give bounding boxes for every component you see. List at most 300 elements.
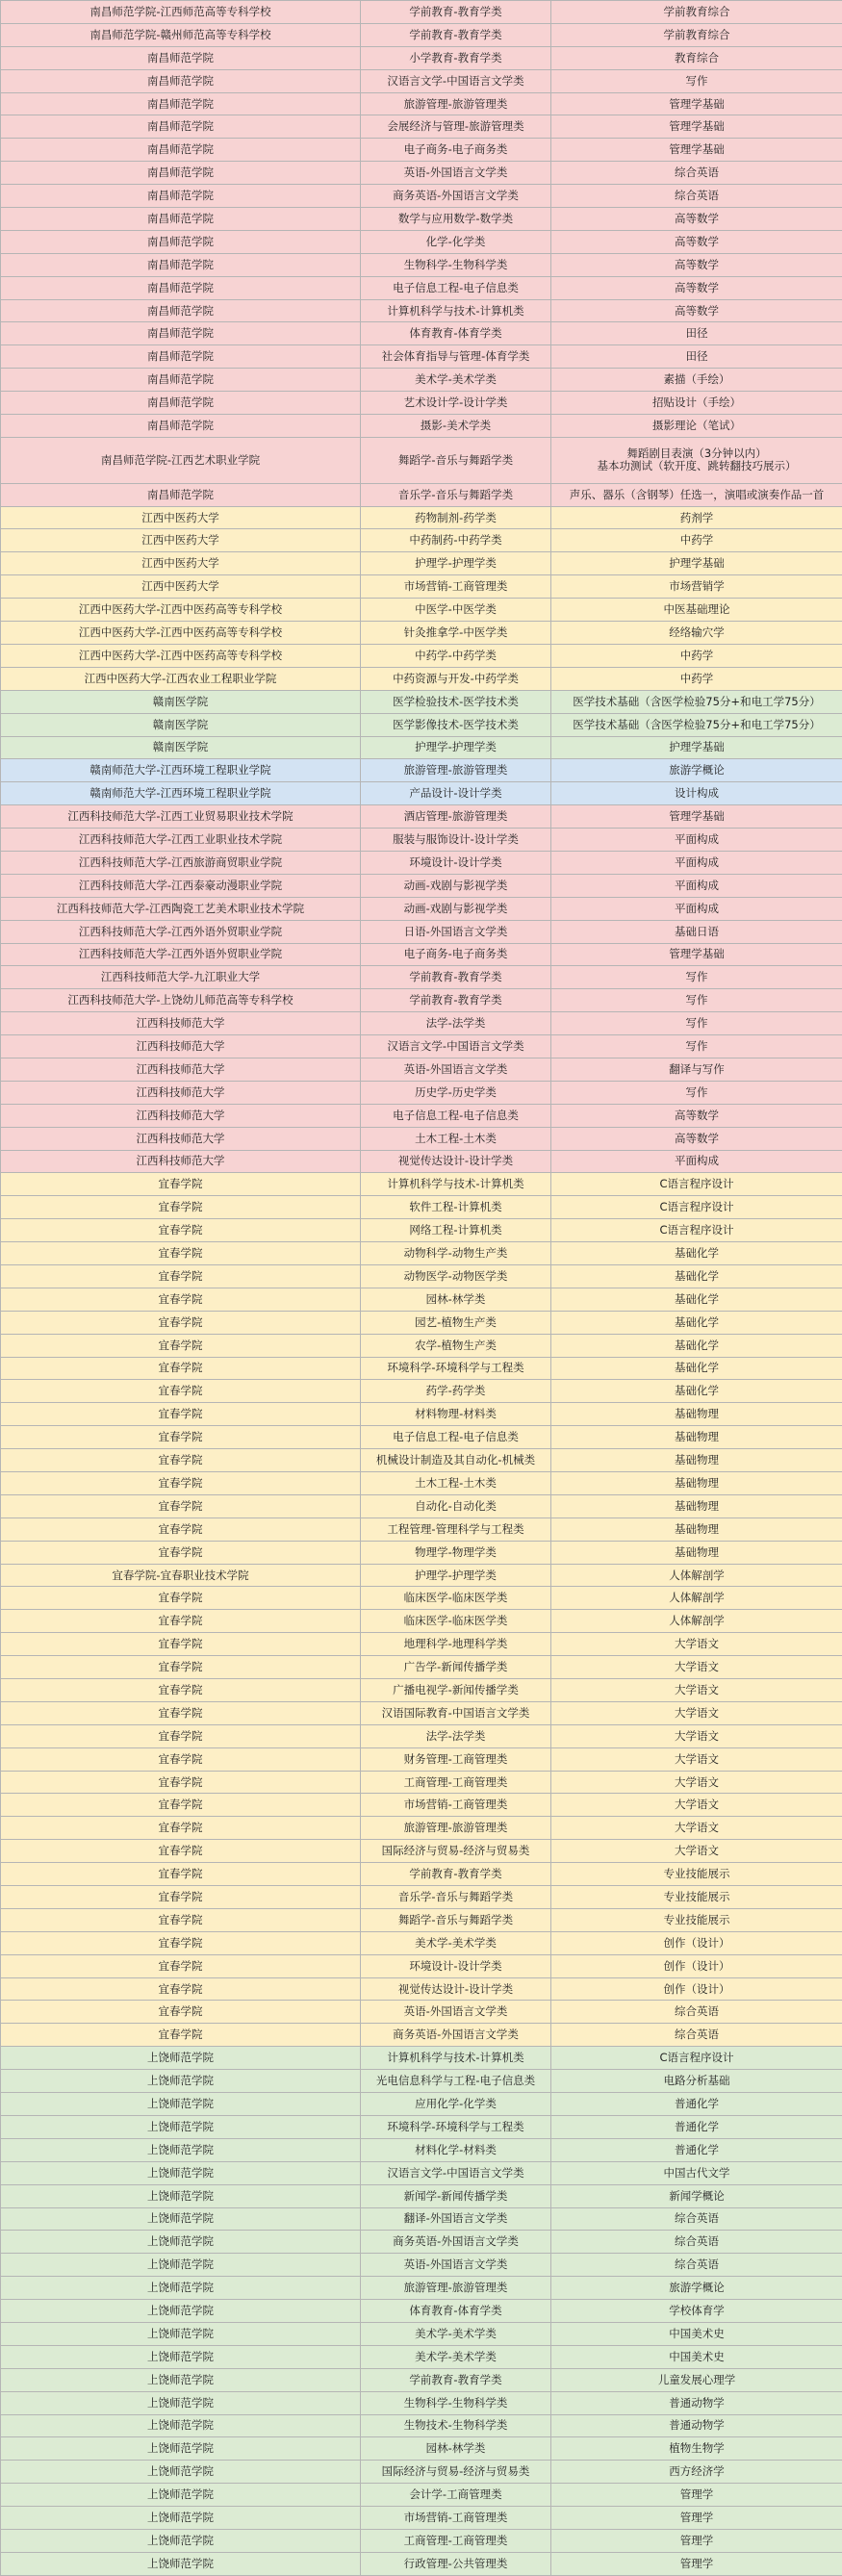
cell-exam-subject: 创作（设计）: [551, 1977, 842, 2001]
cell-school: 宜春学院: [1, 1196, 361, 1219]
cell-school: 宜春学院: [1, 1771, 361, 1794]
table-row: [1, 989, 842, 1012]
cell-school: 江西科技师范大学-江西外语外贸职业学院: [1, 943, 361, 966]
cell-school: 上饶师范学院: [1, 2368, 361, 2391]
table-row: [1, 23, 842, 46]
cell-school: 南昌师范学院: [1, 415, 361, 438]
cell-exam-subject: 管理学基础: [551, 115, 842, 139]
cell-major: 护理学-护理学类: [361, 552, 551, 575]
table-row: [1, 2161, 842, 2184]
table-row: [1, 1679, 842, 1702]
table-row: [1, 139, 842, 162]
cell-major: 服装与服饰设计-设计学类: [361, 829, 551, 852]
cell-exam-subject: 写作: [551, 1081, 842, 1104]
cell-school: 南昌师范学院: [1, 139, 361, 162]
cell-school: 宜春学院: [1, 1633, 361, 1656]
cell-exam-subject: C语言程序设计: [551, 1173, 842, 1196]
table-row: [1, 1104, 842, 1127]
cell-major: 园林-林学类: [361, 1288, 551, 1311]
cell-major: 医学影像技术-医学技术类: [361, 713, 551, 736]
cell-exam-subject: 高等数学: [551, 208, 842, 231]
cell-major: 新闻学-新闻传播学类: [361, 2184, 551, 2207]
table-row: [1, 897, 842, 920]
cell-major: 医学检验技术-医学技术类: [361, 690, 551, 713]
cell-major: 翻译-外国语言文学类: [361, 2207, 551, 2231]
cell-exam-subject: 舞蹈剧目表演（3分钟以内） 基本功测试（软开度、跳转翻技巧展示）: [551, 437, 842, 483]
table-row: [1, 1357, 842, 1380]
cell-exam-subject: 中国美术史: [551, 2322, 842, 2345]
cell-exam-subject: 管理学基础: [551, 139, 842, 162]
cell-major: 物理学-物理学类: [361, 1541, 551, 1564]
cell-exam-subject: 大学语文: [551, 1656, 842, 1679]
table-row: [1, 851, 842, 874]
cell-school: 江西科技师范大学-江西工业职业技术学院: [1, 829, 361, 852]
cell-school: 宜春学院: [1, 1311, 361, 1334]
cell-major: 美术学-美术学类: [361, 2345, 551, 2368]
cell-exam-subject: 摄影理论（笔试）: [551, 415, 842, 438]
cell-major: 电子信息工程-电子信息类: [361, 276, 551, 299]
cell-major: 市场营销-工商管理类: [361, 575, 551, 599]
cell-major: 数学与应用数学-数学类: [361, 208, 551, 231]
cell-school: 南昌师范学院: [1, 345, 361, 369]
cell-school: 南昌师范学院: [1, 276, 361, 299]
cell-school: 宜春学院: [1, 1472, 361, 1495]
cell-exam-subject: 高等数学: [551, 253, 842, 276]
table-row: [1, 92, 842, 115]
cell-exam-subject: 中药学: [551, 667, 842, 690]
cell-major: 小学教育-教育学类: [361, 46, 551, 69]
table-row: [1, 1449, 842, 1472]
cell-major: 商务英语-外国语言文学类: [361, 2024, 551, 2047]
table-row: [1, 1012, 842, 1035]
cell-school: 江西科技师范大学-江西陶瓷工艺美术职业技术学院: [1, 897, 361, 920]
table-row: [1, 1656, 842, 1679]
cell-major: 中医学-中医学类: [361, 599, 551, 622]
cell-major: 生物科学-生物科学类: [361, 2391, 551, 2414]
table-row: [1, 1242, 842, 1265]
cell-major: 中药资源与开发-中药学类: [361, 667, 551, 690]
cell-exam-subject: 招贴设计（手绘）: [551, 392, 842, 415]
cell-exam-subject: 高等数学: [551, 276, 842, 299]
cell-exam-subject: 田径: [551, 322, 842, 345]
cell-exam-subject: 中医基础理论: [551, 599, 842, 622]
cell-school: 宜春学院: [1, 1426, 361, 1449]
cell-exam-subject: 平面构成: [551, 897, 842, 920]
cell-school: 上饶师范学院: [1, 2093, 361, 2116]
table-row: [1, 1380, 842, 1403]
table-row: [1, 185, 842, 208]
cell-school: 上饶师范学院: [1, 2529, 361, 2552]
table-row: [1, 1633, 842, 1656]
table-row: [1, 1863, 842, 1886]
cell-exam-subject: 高等数学: [551, 1127, 842, 1150]
cell-major: 工商管理-工商管理类: [361, 2529, 551, 2552]
cell-exam-subject: 中药学: [551, 644, 842, 667]
cell-major: 学前教育-教育学类: [361, 23, 551, 46]
cell-exam-subject: 综合英语: [551, 2254, 842, 2277]
table-row: [1, 2254, 842, 2277]
cell-exam-subject: C语言程序设计: [551, 2047, 842, 2070]
cell-major: 旅游管理-旅游管理类: [361, 2277, 551, 2300]
cell-major: 视觉传达设计-设计学类: [361, 1150, 551, 1173]
cell-major: 法学-法学类: [361, 1724, 551, 1747]
cell-major: 音乐学-音乐与舞蹈学类: [361, 483, 551, 506]
cell-exam-subject: 基础化学: [551, 1380, 842, 1403]
cell-school: 宜春学院: [1, 1587, 361, 1610]
cell-major: 地理科学-地理科学类: [361, 1633, 551, 1656]
table-row: [1, 1081, 842, 1104]
cell-major: 英语-外国语言文学类: [361, 2254, 551, 2277]
cell-school: 南昌师范学院: [1, 230, 361, 253]
cell-exam-subject: 平面构成: [551, 1150, 842, 1173]
table-row: [1, 1173, 842, 1196]
table-row: [1, 2277, 842, 2300]
cell-school: 宜春学院: [1, 1288, 361, 1311]
table-row: [1, 782, 842, 805]
table-row: [1, 1196, 842, 1219]
cell-exam-subject: 学前教育综合: [551, 23, 842, 46]
table-row: [1, 1426, 842, 1449]
cell-major: 财务管理-工商管理类: [361, 1747, 551, 1771]
cell-school: 上饶师范学院: [1, 2070, 361, 2093]
cell-school: 宜春学院: [1, 1679, 361, 1702]
cell-major: 电子商务-电子商务类: [361, 943, 551, 966]
table-row: [1, 2207, 842, 2231]
cell-exam-subject: 基础化学: [551, 1242, 842, 1265]
cell-exam-subject: 人体解剖学: [551, 1610, 842, 1633]
table-row: [1, 345, 842, 369]
cell-school: 宜春学院: [1, 1863, 361, 1886]
table-row: [1, 2414, 842, 2437]
cell-exam-subject: 普通化学: [551, 2115, 842, 2138]
cell-major: 会展经济与管理-旅游管理类: [361, 115, 551, 139]
table-row: [1, 552, 842, 575]
table-row: [1, 1472, 842, 1495]
cell-major: 英语-外国语言文学类: [361, 2001, 551, 2024]
cell-major: 学前教育-教育学类: [361, 989, 551, 1012]
table-row: [1, 2115, 842, 2138]
cell-exam-subject: 管理学: [551, 2552, 842, 2575]
cell-major: 自动化-自动化类: [361, 1494, 551, 1518]
cell-school: 上饶师范学院: [1, 2277, 361, 2300]
cell-exam-subject: 大学语文: [551, 1679, 842, 1702]
cell-school: 上饶师范学院: [1, 2437, 361, 2461]
cell-exam-subject: 电路分析基础: [551, 2070, 842, 2093]
table-row: [1, 2461, 842, 2484]
table-row: [1, 1334, 842, 1357]
cell-school: 江西科技师范大学: [1, 1035, 361, 1058]
cell-major: 英语-外国语言文学类: [361, 1058, 551, 1081]
cell-major: 工程管理-管理科学与工程类: [361, 1518, 551, 1541]
cell-exam-subject: 写作: [551, 1012, 842, 1035]
cell-exam-subject: 儿童发展心理学: [551, 2368, 842, 2391]
cell-school: 江西中医药大学: [1, 529, 361, 552]
cell-major: 美术学-美术学类: [361, 2322, 551, 2345]
cell-school: 南昌师范学院: [1, 92, 361, 115]
cell-school: 宜春学院: [1, 1817, 361, 1840]
cell-major: 旅游管理-旅游管理类: [361, 759, 551, 782]
cell-exam-subject: 高等数学: [551, 1104, 842, 1127]
cell-exam-subject: 大学语文: [551, 1701, 842, 1724]
cell-school: 宜春学院: [1, 1954, 361, 1977]
table-row: [1, 69, 842, 92]
cell-exam-subject: 基础化学: [551, 1357, 842, 1380]
cell-school: 江西科技师范大学-九江职业大学: [1, 966, 361, 989]
cell-major: 艺术设计学-设计学类: [361, 392, 551, 415]
cell-exam-subject: 人体解剖学: [551, 1587, 842, 1610]
table-row: [1, 1908, 842, 1931]
table-row: [1, 369, 842, 392]
cell-school: 江西科技师范大学: [1, 1127, 361, 1150]
cell-exam-subject: 基础物理: [551, 1518, 842, 1541]
cell-major: 日语-外国语言文学类: [361, 920, 551, 943]
cell-exam-subject: 专业技能展示: [551, 1886, 842, 1909]
cell-school: 赣南师范大学-江西环境工程职业学院: [1, 782, 361, 805]
cell-exam-subject: 大学语文: [551, 1633, 842, 1656]
table-row: [1, 1701, 842, 1724]
cell-exam-subject: 经络输穴学: [551, 622, 842, 645]
cell-major: 商务英语-外国语言文学类: [361, 2231, 551, 2254]
table-row: [1, 483, 842, 506]
cell-exam-subject: 普通动物学: [551, 2391, 842, 2414]
cell-school: 江西科技师范大学: [1, 1081, 361, 1104]
cell-school: 宜春学院: [1, 1403, 361, 1426]
cell-school: 上饶师范学院: [1, 2207, 361, 2231]
cell-major: 美术学-美术学类: [361, 369, 551, 392]
cell-major: 国际经济与贸易-经济与贸易类: [361, 1840, 551, 1863]
cell-major: 材料物理-材料类: [361, 1403, 551, 1426]
cell-major: 国际经济与贸易-经济与贸易类: [361, 2461, 551, 2484]
cell-school: 南昌师范学院-江西师范高等专科学校: [1, 1, 361, 24]
cell-major: 旅游管理-旅游管理类: [361, 1817, 551, 1840]
table-row: [1, 1403, 842, 1426]
cell-school: 南昌师范学院: [1, 115, 361, 139]
cell-exam-subject: 大学语文: [551, 1840, 842, 1863]
cell-school: 宜春学院: [1, 2024, 361, 2047]
cell-major: 电子信息工程-电子信息类: [361, 1426, 551, 1449]
cell-school: 宜春学院: [1, 1610, 361, 1633]
cell-major: 体育教育-体育学类: [361, 2300, 551, 2323]
cell-major: 土木工程-土木类: [361, 1127, 551, 1150]
table-row: [1, 2507, 842, 2530]
table-row: [1, 1127, 842, 1150]
table-row: [1, 1311, 842, 1334]
cell-school: 南昌师范学院: [1, 208, 361, 231]
cell-major: 社会体育指导与管理-体育学类: [361, 345, 551, 369]
cell-major: 临床医学-临床医学类: [361, 1587, 551, 1610]
table-row: [1, 874, 842, 897]
table-row: [1, 2391, 842, 2414]
cell-exam-subject: 旅游学概论: [551, 2277, 842, 2300]
cell-major: 园艺-植物生产类: [361, 1311, 551, 1334]
cell-major: 舞蹈学-音乐与舞蹈学类: [361, 437, 551, 483]
cell-major: 学前教育-教育学类: [361, 2368, 551, 2391]
table-row: [1, 920, 842, 943]
cell-exam-subject: 基础物理: [551, 1449, 842, 1472]
cell-major: 美术学-美术学类: [361, 1931, 551, 1954]
cell-school: 宜春学院-宜春职业技术学院: [1, 1564, 361, 1587]
cell-school: 江西中医药大学: [1, 552, 361, 575]
cell-major: 会计学-工商管理类: [361, 2484, 551, 2507]
cell-major: 行政管理-公共管理类: [361, 2552, 551, 2575]
cell-school: 江西中医药大学-江西农业工程职业学院: [1, 667, 361, 690]
table-row: [1, 2070, 842, 2093]
cell-school: 江西科技师范大学-江西泰豪动漫职业学院: [1, 874, 361, 897]
cell-school: 江西科技师范大学: [1, 1104, 361, 1127]
cell-school: 江西科技师范大学-上饶幼儿师范高等专科学校: [1, 989, 361, 1012]
table-row: [1, 276, 842, 299]
table-row: [1, 575, 842, 599]
cell-exam-subject: 市场营销学: [551, 575, 842, 599]
table-row: [1, 736, 842, 759]
cell-major: 汉语言文学-中国语言文学类: [361, 2161, 551, 2184]
table-row: [1, 1931, 842, 1954]
cell-school: 南昌师范学院: [1, 299, 361, 322]
cell-exam-subject: 高等数学: [551, 299, 842, 322]
table-row: [1, 1840, 842, 1863]
cell-major: 化学-化学类: [361, 230, 551, 253]
cell-major: 汉语国际教育-中国语言文学类: [361, 1701, 551, 1724]
table-row: [1, 1886, 842, 1909]
cell-exam-subject: 中国美术史: [551, 2345, 842, 2368]
table-row: [1, 2093, 842, 2116]
cell-major: 汉语言文学-中国语言文学类: [361, 1035, 551, 1058]
cell-school: 南昌师范学院: [1, 483, 361, 506]
table-row: [1, 2552, 842, 2575]
cell-major: 生物技术-生物科学类: [361, 2414, 551, 2437]
cell-exam-subject: 田径: [551, 345, 842, 369]
table-row: [1, 690, 842, 713]
cell-exam-subject: 创作（设计）: [551, 1954, 842, 1977]
cell-school: 南昌师范学院: [1, 185, 361, 208]
cell-major: 广告学-新闻传播学类: [361, 1656, 551, 1679]
cell-exam-subject: 大学语文: [551, 1794, 842, 1817]
cell-school: 江西科技师范大学: [1, 1012, 361, 1035]
cell-major: 摄影-美术学类: [361, 415, 551, 438]
cell-exam-subject: 管理学: [551, 2484, 842, 2507]
cell-exam-subject: 声乐、器乐（含钢琴）任选一，演唱或演奏作品一首: [551, 483, 842, 506]
table-row: [1, 713, 842, 736]
cell-major: 动物科学-动物生产类: [361, 1242, 551, 1265]
table-row: [1, 1219, 842, 1242]
cell-exam-subject: 护理学基础: [551, 552, 842, 575]
table-row: [1, 2231, 842, 2254]
cell-school: 宜春学院: [1, 1840, 361, 1863]
cell-major: 动物医学-动物医学类: [361, 1264, 551, 1288]
table-row: [1, 2024, 842, 2047]
cell-school: 江西中医药大学-江西中医药高等专科学校: [1, 622, 361, 645]
cell-school: 南昌师范学院: [1, 69, 361, 92]
cell-exam-subject: 综合英语: [551, 162, 842, 185]
cell-major: 商务英语-外国语言文学类: [361, 185, 551, 208]
table-row: [1, 805, 842, 829]
table-row: [1, 299, 842, 322]
cell-exam-subject: 基础化学: [551, 1264, 842, 1288]
cell-exam-subject: 大学语文: [551, 1747, 842, 1771]
table-row: [1, 1, 842, 24]
cell-exam-subject: 高等数学: [551, 230, 842, 253]
table-row: [1, 1794, 842, 1817]
cell-exam-subject: 综合英语: [551, 2001, 842, 2024]
cell-school: 上饶师范学院: [1, 2507, 361, 2530]
cell-major: 药物制剂-药学类: [361, 506, 551, 529]
cell-school: 上饶师范学院: [1, 2161, 361, 2184]
table-row: [1, 1264, 842, 1288]
table-row: [1, 529, 842, 552]
cell-school: 江西科技师范大学: [1, 1058, 361, 1081]
cell-major: 舞蹈学-音乐与舞蹈学类: [361, 1908, 551, 1931]
cell-school: 宜春学院: [1, 1357, 361, 1380]
cell-school: 宜春学院: [1, 1219, 361, 1242]
cell-exam-subject: 大学语文: [551, 1771, 842, 1794]
table-row: [1, 2138, 842, 2161]
cell-exam-subject: 综合英语: [551, 2024, 842, 2047]
table-row: [1, 1541, 842, 1564]
cell-exam-subject: 专业技能展示: [551, 1908, 842, 1931]
cell-exam-subject: 管理学: [551, 2507, 842, 2530]
table-row: [1, 1610, 842, 1633]
table-row: [1, 1977, 842, 2001]
table-body: [1, 1, 842, 2576]
cell-major: 计算机科学与技术-计算机类: [361, 1173, 551, 1196]
cell-school: 上饶师范学院: [1, 2047, 361, 2070]
cell-exam-subject: 基础化学: [551, 1288, 842, 1311]
cell-school: 江西中医药大学: [1, 575, 361, 599]
cell-exam-subject: 平面构成: [551, 851, 842, 874]
cell-exam-subject: 大学语文: [551, 1817, 842, 1840]
cell-exam-subject: 综合英语: [551, 185, 842, 208]
cell-school: 宜春学院: [1, 1380, 361, 1403]
cell-major: 广播电视学-新闻传播学类: [361, 1679, 551, 1702]
cell-school: 上饶师范学院: [1, 2138, 361, 2161]
table-row: [1, 1724, 842, 1747]
cell-school: 上饶师范学院: [1, 2391, 361, 2414]
cell-school: 宜春学院: [1, 1242, 361, 1265]
cell-major: 电子信息工程-电子信息类: [361, 1104, 551, 1127]
cell-major: 园林-林学类: [361, 2437, 551, 2461]
table-row: [1, 392, 842, 415]
table-row: [1, 2484, 842, 2507]
cell-major: 英语-外国语言文学类: [361, 162, 551, 185]
cell-exam-subject: 专业技能展示: [551, 1863, 842, 1886]
cell-major: 环境科学-环境科学与工程类: [361, 1357, 551, 1380]
cell-major: 药学-药学类: [361, 1380, 551, 1403]
cell-major: 护理学-护理学类: [361, 736, 551, 759]
cell-major: 市场营销-工商管理类: [361, 1794, 551, 1817]
cell-school: 宜春学院: [1, 1886, 361, 1909]
cell-exam-subject: 普通化学: [551, 2093, 842, 2116]
cell-major: 学前教育-教育学类: [361, 966, 551, 989]
cell-school: 上饶师范学院: [1, 2254, 361, 2277]
cell-major: 旅游管理-旅游管理类: [361, 92, 551, 115]
cell-major: 软件工程-计算机类: [361, 1196, 551, 1219]
cell-school: 宜春学院: [1, 1931, 361, 1954]
table-row: [1, 322, 842, 345]
cell-exam-subject: 基础物理: [551, 1403, 842, 1426]
cell-school: 宜春学院: [1, 1701, 361, 1724]
cell-major: 学前教育-教育学类: [361, 1863, 551, 1886]
cell-exam-subject: 医学技术基础（含医学检验75分+和电工学75分）: [551, 690, 842, 713]
cell-school: 上饶师范学院: [1, 2552, 361, 2575]
cell-exam-subject: 基础化学: [551, 1311, 842, 1334]
cell-exam-subject: 普通化学: [551, 2138, 842, 2161]
cell-major: 机械设计制造及其自动化-机械类: [361, 1449, 551, 1472]
cell-exam-subject: 平面构成: [551, 829, 842, 852]
cell-exam-subject: 管理学基础: [551, 805, 842, 829]
cell-major: 护理学-护理学类: [361, 1564, 551, 1587]
cell-exam-subject: 医学技术基础（含医学检验75分+和电工学75分）: [551, 713, 842, 736]
cell-major: 中药学-中药学类: [361, 644, 551, 667]
